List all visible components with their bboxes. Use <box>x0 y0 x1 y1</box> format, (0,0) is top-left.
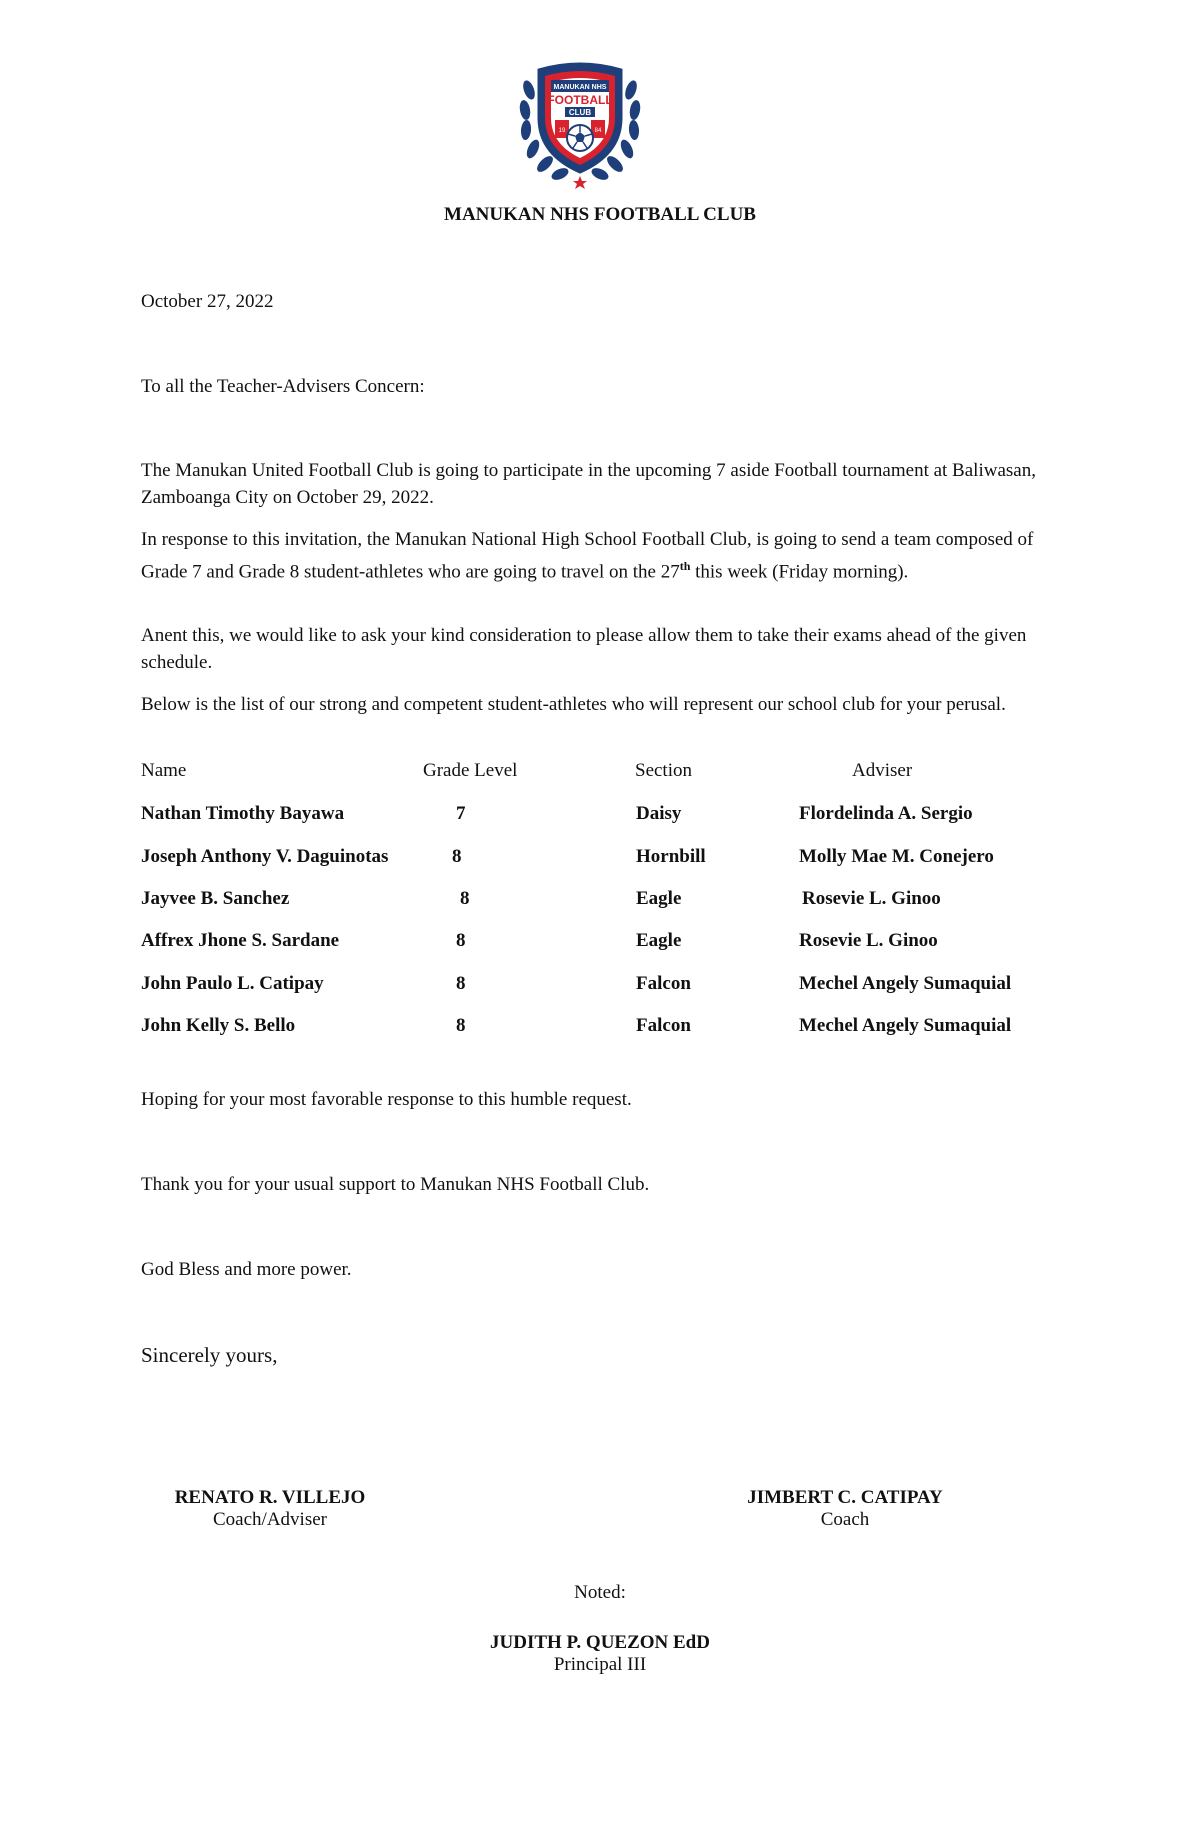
header-grade-level: Grade Level <box>423 760 518 781</box>
cell-name: John Paulo L. Catipay <box>141 973 324 994</box>
signatory-left-name: RENATO R. VILLEJO <box>174 1487 366 1508</box>
paragraph-1: The Manukan United Football Club is going to participate in the upcoming 7 aside Football tournament at Baliwasan, Zamboanga City on October 29, 2022. <box>141 460 1036 508</box>
header-name: Name <box>141 760 187 781</box>
paragraph-2-sup: th <box>679 559 691 573</box>
noted-label: Noted: <box>574 1582 626 1603</box>
cell-adviser: Mechel Angely Sumaquial <box>799 973 1012 994</box>
cell-adviser: Flordelinda A. Sergio <box>799 803 973 824</box>
paragraph-2-end: this week (Friday morning). <box>690 561 909 583</box>
signatory-right-role: Coach <box>820 1509 870 1530</box>
cell-grade: 8 <box>460 888 470 909</box>
signatory-right <box>710 1487 980 1531</box>
closing-line-3: God Bless and more power. <box>141 1259 352 1280</box>
principal-name: JUDITH P. QUEZON EdD <box>490 1632 710 1653</box>
soccer-ball-icon <box>567 125 593 151</box>
cell-adviser: Rosevie L. Ginoo <box>799 930 938 951</box>
cell-section: Falcon <box>636 973 691 994</box>
signatory-principal <box>0 1632 1200 1676</box>
crest-main-text: FOOTBALL <box>547 93 613 107</box>
signatory-left <box>140 1487 400 1531</box>
cell-section: Falcon <box>636 1015 691 1036</box>
crest-sub-text: CLUB <box>568 108 592 117</box>
paragraph-2-main: In response to this invitation, the Manukan National High School Football Club, is going to send a team composed of Grade 7 and Grade 8 student-athletes who are going to travel on the 27 <box>141 529 1034 583</box>
cell-grade: 8 <box>452 846 462 867</box>
signatory-left-role: Coach/Adviser <box>213 1509 327 1530</box>
cell-name: Joseph Anthony V. Daguinotas <box>141 846 389 867</box>
closing-line-1: Hoping for your most favorable response to this humble request. <box>141 1089 632 1110</box>
cell-grade: 7 <box>456 803 466 824</box>
paragraph-3: Anent this, we would like to ask your kind consideration to please allow them to take their exams ahead of the given schedule. <box>141 625 1027 673</box>
crest-top-text: MANUKAN NHS <box>553 84 607 91</box>
cell-section: Eagle <box>636 888 682 909</box>
cell-name: Jayvee B. Sanchez <box>141 888 290 909</box>
cell-adviser: Mechel Angely Sumaquial <box>799 1015 1012 1036</box>
letter-salutation: To all the Teacher-Advisers Concern: <box>141 376 425 397</box>
cell-adviser: Molly Mae M. Conejero <box>799 846 994 867</box>
signatory-right-name: JIMBERT C. CATIPAY <box>747 1487 943 1508</box>
crest-year-right: 84 <box>594 128 602 134</box>
letter-date: October 27, 2022 <box>141 291 274 312</box>
closing-line-2: Thank you for your usual support to Manukan NHS Football Club. <box>141 1174 650 1195</box>
paragraph-4: Below is the list of our strong and competent student-athletes who will represent our school club for your perusal. <box>141 694 1006 715</box>
cell-grade: 8 <box>456 973 466 994</box>
cell-name: Nathan Timothy Bayawa <box>141 803 345 824</box>
cell-adviser: Rosevie L. Ginoo <box>802 888 941 909</box>
header-section: Section <box>635 760 692 781</box>
page-title: MANUKAN NHS FOOTBALL CLUB <box>444 204 756 225</box>
paragraph-2 <box>141 526 1061 585</box>
star-icon <box>573 176 587 189</box>
cell-section: Hornbill <box>636 846 706 867</box>
sign-off: Sincerely yours, <box>141 1343 278 1367</box>
cell-name: Affrex Jhone S. Sardane <box>141 930 340 951</box>
cell-grade: 8 <box>456 930 466 951</box>
cell-grade: 8 <box>456 1015 466 1036</box>
header-adviser: Adviser <box>852 760 913 781</box>
crest-year-left: 19 <box>558 128 566 134</box>
principal-role: Principal III <box>553 1654 647 1675</box>
cell-section: Eagle <box>636 930 682 951</box>
cell-section: Daisy <box>636 803 682 824</box>
cell-name: John Kelly S. Bello <box>141 1015 296 1036</box>
club-crest-logo <box>515 58 645 190</box>
